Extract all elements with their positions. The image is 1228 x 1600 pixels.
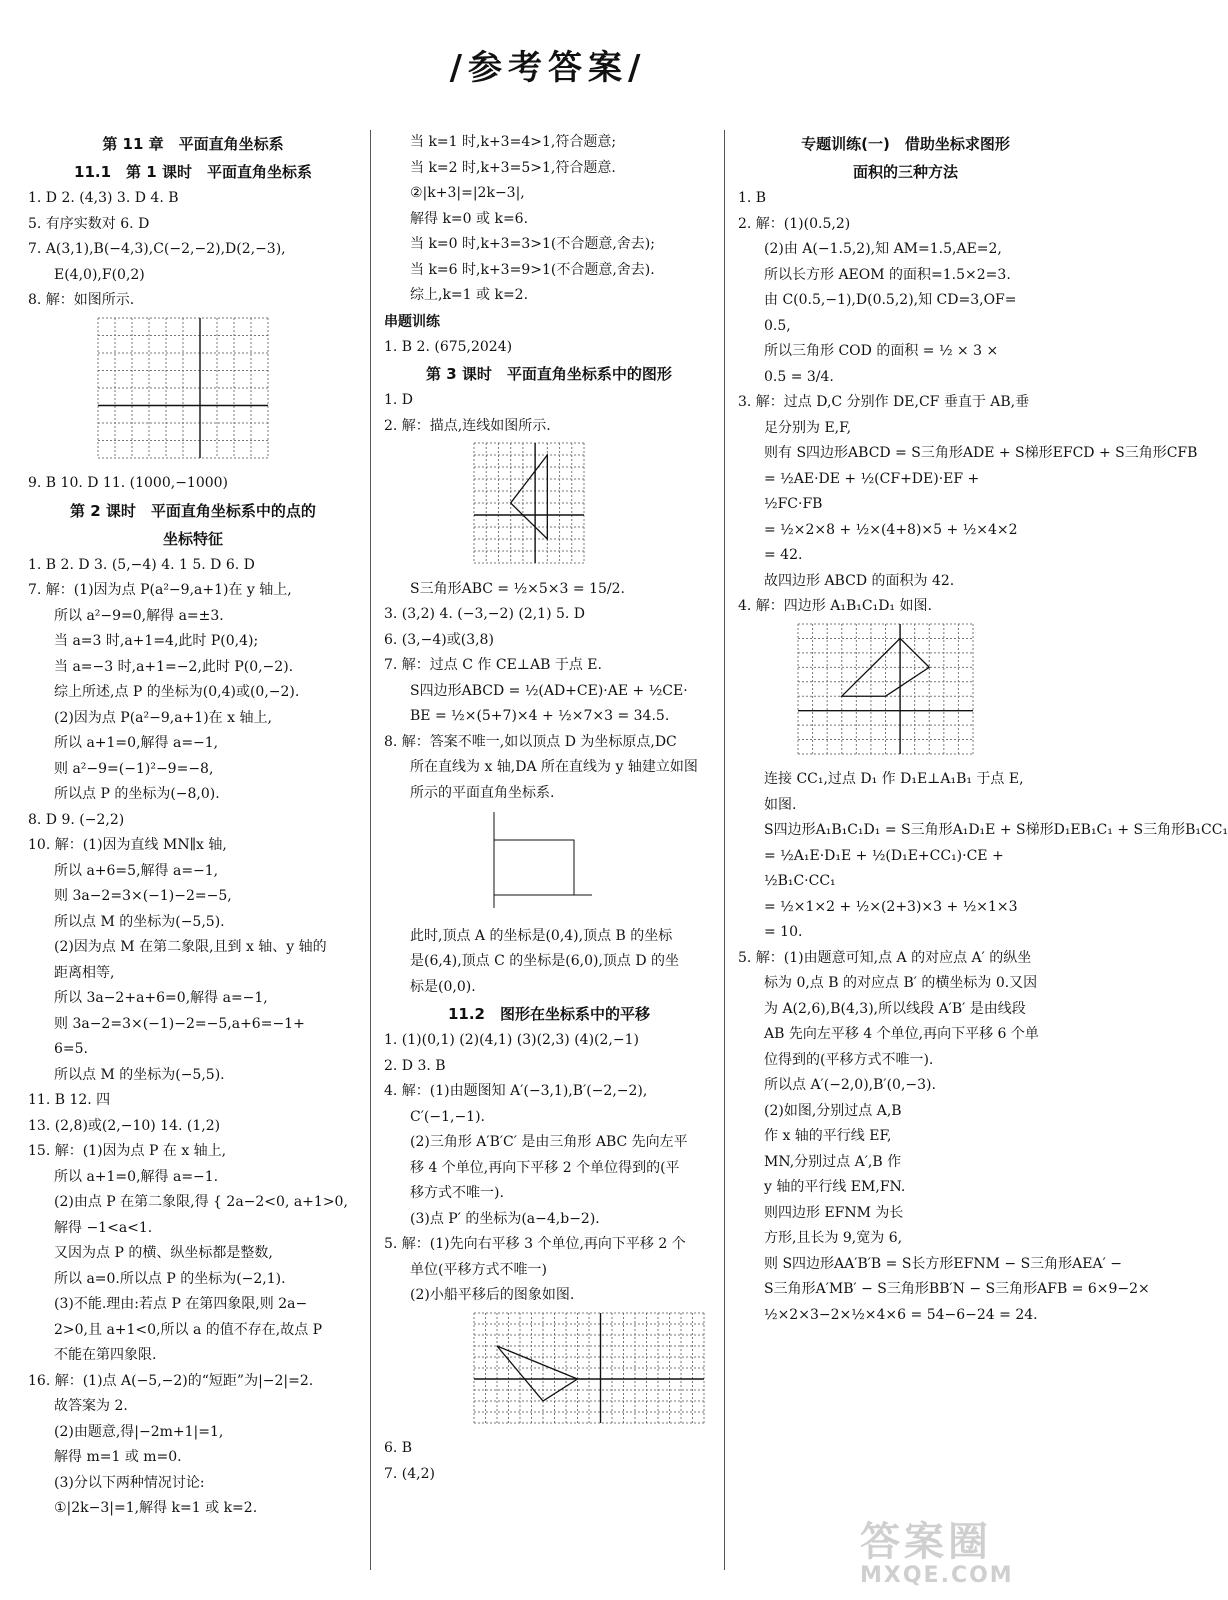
answer-line: 7. (4,2)	[384, 1465, 435, 1482]
answer-line: ½×2×3−2×½×4×6 = 54−6−24 = 24.	[764, 1306, 1038, 1323]
answer-line: S四边形ABCD = ½(AD+CE)·AE + ½CE·	[410, 682, 688, 699]
coordinate-figure	[98, 318, 268, 458]
answer-line: 标是(0,0).	[410, 978, 476, 995]
answer-line: 7. 解：(1)因为点 P(a²−9,a+1)在 y 轴上,	[28, 582, 292, 598]
answer-line: 综上所述,点 P 的坐标为(0,4)或(0,−2).	[54, 684, 300, 700]
answer-line: 所以点 M 的坐标为(−5,5).	[54, 1066, 225, 1083]
answer-line: (3)点 P′ 的坐标为(a−4,b−2).	[410, 1210, 600, 1227]
answer-line: (2)小船平移后的图象如图.	[410, 1287, 575, 1303]
answer-line: = ½×1×2 + ½×(2+3)×3 + ½×1×3	[764, 898, 1018, 915]
answer-line: (2)三角形 A′B′C′ 是由三角形 ABC 先向左平	[410, 1134, 688, 1150]
answer-line: (2)由 A(−1.5,2),知 AM=1.5,AE=2,	[764, 241, 1002, 257]
answer-line: 所以三角形 COD 的面积 = ½ × 3 ×	[764, 343, 999, 359]
section-heading: 面积的三种方法	[852, 163, 958, 181]
coordinate-figure	[474, 1313, 704, 1423]
section-heading: 第 11 章 平面直角坐标系	[102, 135, 284, 153]
answer-line: 解得 −1<a<1.	[54, 1219, 153, 1236]
answer-line: 15. 解：(1)因为点 P 在 x 轴上,	[28, 1143, 227, 1159]
answer-line: 所以 a+6=5,解得 a=−1,	[54, 862, 219, 879]
answer-line: 13. (2,8)或(2,−10) 14. (1,2)	[28, 1117, 221, 1134]
answer-line: 不能在第四象限.	[54, 1347, 157, 1363]
answer-line: 故四边形 ABCD 的面积为 42.	[764, 572, 955, 589]
answer-line: 所以 a=0.所以点 P 的坐标为(−2,1).	[54, 1270, 286, 1287]
answer-line: 所以点 P 的坐标为(−8,0).	[54, 786, 220, 802]
answer-line: S三角形A′MB′ − S三角形BB′N − S三角形AFB = 6×9−2×	[764, 1281, 1150, 1297]
answer-column-3	[738, 130, 1228, 1328]
answer-line: 所以点 M 的坐标为(−5,5).	[54, 913, 225, 930]
answer-line: 则有 S四边形ABCD = S三角形ADE + S梯形EFCD + S三角形CFB	[764, 445, 1198, 461]
answer-line: 则 3a−2=3×(−1)−2=−5,a+6=−1+	[54, 1015, 305, 1032]
answer-line: = ½AE·DE + ½(CF+DE)·EF +	[764, 470, 980, 487]
answer-line: 1. B 2. D 3. (5,−4) 4. 1 5. D 6. D	[28, 556, 255, 573]
answer-line: 串题训练	[384, 313, 440, 330]
answer-line: 所以 a+1=0,解得 a=−1.	[54, 1168, 219, 1185]
section-heading: 11.1 第 1 课时 平面直角坐标系	[74, 163, 312, 181]
answer-line: 则 S四边形AA′B′B = S长方形EFNM − S三角形AEA′ −	[764, 1255, 1122, 1272]
answer-line: 当 k=1 时,k+3=4>1,符合题意;	[410, 134, 617, 150]
answer-line: 所以点 A′(−2,0),B′(0,−3).	[764, 1077, 936, 1093]
answer-line: 当 a=3 时,a+1=4,此时 P(0,4);	[54, 633, 259, 649]
figure-shape	[511, 455, 548, 539]
answer-column-2	[384, 130, 714, 1487]
answer-line: 此时,顶点 A 的坐标是(0,4),顶点 B 的坐标	[410, 927, 673, 944]
answer-column-1	[28, 130, 358, 1522]
answer-line: 当 k=0 时,k+3=3>1(不合题意,舍去);	[410, 236, 655, 252]
section-heading: 坐标特征	[162, 529, 223, 548]
answer-line: 足分别为 E,F,	[764, 419, 852, 436]
answer-line: 所以 a+1=0,解得 a=−1,	[54, 735, 219, 751]
answer-line: 所在直线为 x 轴,DA 所在直线为 y 轴建立如图	[410, 759, 698, 775]
site-watermark	[860, 1520, 1090, 1590]
answer-line: C′(−1,−1).	[410, 1108, 485, 1125]
column-divider	[370, 130, 371, 1570]
answer-line: 所示的平面直角坐标系.	[410, 784, 555, 801]
answer-line: 6. (3,−4)或(3,8)	[384, 631, 494, 648]
answer-line: 距离相等,	[54, 964, 115, 981]
answer-line: 1. B	[738, 190, 767, 206]
figure-block	[384, 1313, 714, 1433]
answer-line: MN,分别过点 A′,B 作	[764, 1153, 902, 1170]
answer-line: 6. B	[384, 1440, 413, 1456]
answer-line: (2)由点 P 在第二象限,得 { 2a−2<0, a+1>0,	[54, 1194, 348, 1210]
answer-line: 移方式不唯一).	[410, 1185, 504, 1201]
answer-line: 位得到的(平移方式不唯一).	[764, 1051, 934, 1068]
answer-line: 方形,且长为 9,宽为 6,	[764, 1230, 903, 1246]
answer-line: 5. 有序实数对 6. D	[28, 215, 150, 232]
answer-line: 当 k=6 时,k+3=9>1(不合题意,舍去).	[410, 261, 655, 278]
answer-line: 1. B 2. (675,2024)	[384, 338, 513, 355]
watermark-line2: MXQE.COM	[860, 1563, 1014, 1588]
answer-line: y 轴的平行线 EM,FN.	[764, 1179, 906, 1195]
answer-line: ①|2k−3|=1,解得 k=1 或 k=2.	[54, 1500, 258, 1516]
answer-line: 所以长方形 AEOM 的面积=1.5×2=3.	[764, 266, 1011, 283]
coordinate-figure	[474, 443, 584, 563]
coordinate-figure	[798, 624, 973, 754]
section-heading: 第 3 课时 平面直角坐标系中的图形	[426, 365, 672, 383]
answer-line: E(4,0),F(0,2)	[54, 266, 145, 283]
answer-line: 综上,k=1 或 k=2.	[410, 287, 529, 303]
answer-line: (2)如图,分别过点 A,B	[764, 1102, 902, 1119]
answer-line: 当 a=−3 时,a+1=−2,此时 P(0,−2).	[54, 658, 294, 675]
answer-line: = 42.	[764, 547, 803, 563]
answer-line: 移 4 个单位,再向下平移 2 个单位得到的(平	[410, 1159, 680, 1176]
answer-line: S四边形A₁B₁C₁D₁ = S三角形A₁D₁E + S梯形D₁EB₁C₁ + S三角形B₁CC₁	[764, 822, 1228, 838]
answer-line: = 10.	[764, 924, 803, 940]
section-heading: 11.2 图形在坐标系中的平移	[447, 1005, 650, 1023]
answer-line: 所以 3a−2+a+6=0,解得 a=−1,	[54, 990, 268, 1006]
answer-line: 当 k=2 时,k+3=5>1,符合题意.	[410, 159, 616, 176]
answer-line: 2. 解：描点,连线如图所示.	[384, 417, 551, 434]
column-divider	[724, 130, 725, 1570]
answer-line: 3. 解：过点 D,C 分别作 DE,CF 垂直于 AB,垂	[738, 394, 1030, 410]
answer-line: 如图.	[764, 796, 797, 813]
answer-line: AB 先向左平移 4 个单位,再向下平移 6 个单	[764, 1026, 1039, 1042]
answer-line: S三角形ABC = ½×5×3 = 15/2.	[410, 580, 625, 597]
answer-line: 8. D 9. (−2,2)	[28, 811, 125, 828]
answer-line: 8. 解：如图所示.	[28, 292, 135, 308]
answer-line: 16. 解：(1)点 A(−5,−2)的“短距”为|−2|=2.	[28, 1372, 314, 1389]
answer-line: 4. 解：(1)由题图知 A′(−3,1),B′(−2,−2),	[384, 1083, 648, 1099]
answer-line: 故答案为 2.	[54, 1398, 128, 1414]
figure-block	[384, 810, 714, 920]
rectangle-abcd	[494, 840, 574, 895]
answer-line: 作 x 轴的平行线 EF,	[764, 1128, 892, 1144]
answer-line: = ½×2×8 + ½×(4+8)×5 + ½×4×2	[764, 521, 1018, 538]
section-heading: 第 2 课时 平面直角坐标系中的点的	[70, 501, 316, 520]
answer-line: 解得 k=0 或 k=6.	[410, 210, 529, 227]
answer-line: ½FC·FB	[764, 496, 823, 512]
answer-line: 2. 解：(1)(0.5,2)	[738, 215, 851, 232]
answer-line: 1. D 2. (4,3) 3. D 4. B	[28, 190, 179, 206]
answer-line: 5. 解：(1)由题意可知,点 A 的对应点 A′ 的纵坐	[738, 949, 1032, 966]
answer-line: 1. (1)(0,1) (2)(4,1) (3)(2,3) (4)(2,−1)	[384, 1032, 639, 1048]
answer-line: 解得 m=1 或 m=0.	[54, 1449, 182, 1465]
answer-line: 4. 解：四边形 A₁B₁C₁D₁ 如图.	[738, 598, 932, 614]
answer-line: 9. B 10. D 11. (1000,−1000)	[28, 475, 229, 491]
answer-line: 11. B 12. 四	[28, 1092, 111, 1108]
watermark-line1: 答案圈	[860, 1519, 992, 1565]
answer-line: 2. D 3. B	[384, 1057, 446, 1074]
answer-line: (2)因为点 M 在第二象限,且到 x 轴、y 轴的	[54, 939, 327, 955]
answer-line: 2>0,且 a+1<0,所以 a 的值不存在,故点 P	[54, 1321, 323, 1338]
coordinate-figure	[474, 810, 594, 910]
answer-line: = ½A₁E·D₁E + ½(D₁E+CC₁)·CE +	[764, 847, 1004, 864]
answer-line: 由 C(0.5,−1),D(0.5,2),知 CD=3,OF=	[764, 292, 1017, 308]
answer-line: (3)不能.理由:若点 P 在第四象限,则 2a−	[54, 1296, 308, 1312]
answer-line: 3. (3,2) 4. (−3,−2) (2,1) 5. D	[384, 606, 586, 622]
answer-line: ②|k+3|=|2k−3|,	[410, 185, 525, 201]
answer-line: 10. 解：(1)因为直线 MN∥x 轴,	[28, 837, 227, 853]
answer-line: 则四边形 EFNM 为长	[764, 1204, 904, 1221]
answer-line: 连接 CC₁,过点 D₁ 作 D₁E⊥A₁B₁ 于点 E,	[764, 771, 1024, 787]
answer-line: (2)因为点 P(a²−9,a+1)在 x 轴上,	[54, 709, 272, 726]
answer-line: 0.5 = 3/4.	[764, 368, 834, 385]
answer-line: 0.5,	[764, 317, 791, 334]
answer-line: 7. 解：过点 C 作 CE⊥AB 于点 E.	[384, 657, 602, 673]
answer-line: 标为 0,点 B 的对应点 B′ 的横坐标为 0.又因	[764, 975, 1038, 991]
section-heading: 专题训练(一) 借助坐标求图形	[801, 135, 1010, 153]
answer-line: (2)由题意,得|−2m+1|=1,	[54, 1423, 224, 1440]
answer-line: 单位(平移方式不唯一)	[410, 1261, 547, 1278]
answer-line: 1. D	[384, 392, 414, 408]
answer-line: 则 3a−2=3×(−1)−2=−5,	[54, 888, 232, 904]
figure-block	[738, 624, 1073, 764]
figure-block	[28, 318, 358, 468]
answer-line: 5. 解：(1)先向右平移 3 个单位,再向下平移 2 个	[384, 1236, 686, 1252]
answer-line: 6=5.	[54, 1041, 88, 1057]
answer-line: 所以 a²−9=0,解得 a=±3.	[54, 607, 224, 624]
answer-line: (3)分以下两种情况讨论:	[54, 1474, 205, 1491]
answer-line: 又因为点 P 的横、纵坐标都是整数,	[54, 1245, 273, 1261]
figure-shape	[497, 1346, 578, 1401]
answer-line: 为 A(2,6),B(4,3),所以线段 A′B′ 是由线段	[764, 1000, 1026, 1017]
figure-block	[384, 443, 714, 573]
answer-line: 是(6,4),顶点 C 的坐标是(6,0),顶点 D 的坐	[410, 953, 680, 969]
page-banner: /参考答案/	[449, 48, 647, 88]
answer-line: ½B₁C·CC₁	[764, 873, 836, 889]
answer-line: BE = ½×(5+7)×4 + ½×7×3 = 34.5.	[410, 708, 670, 724]
answer-line: 7. A(3,1),B(−4,3),C(−2,−2),D(2,−3),	[28, 241, 286, 257]
answer-line: 则 a²−9=(−1)²−9=−8,	[54, 760, 214, 777]
answer-line: 8. 解：答案不唯一,如以顶点 D 为坐标原点,DC	[384, 733, 677, 750]
